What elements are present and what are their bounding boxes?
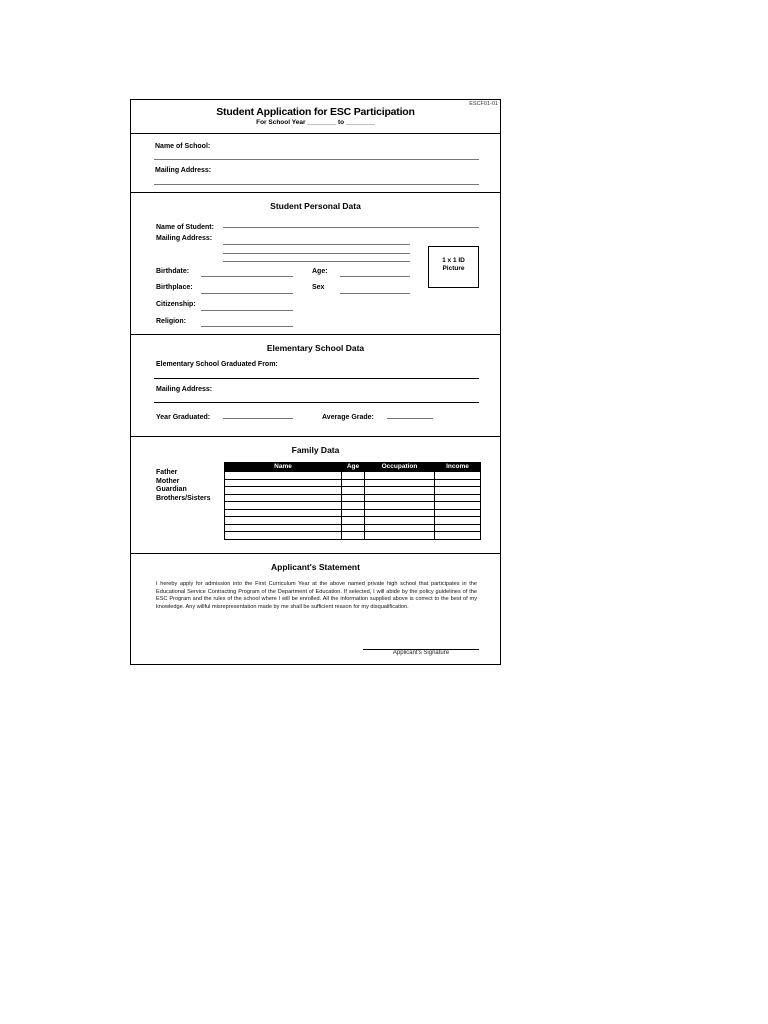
- form-title: Student Application for ESC Participation: [216, 106, 415, 118]
- relation-siblings: Brothers/Sisters: [156, 494, 211, 502]
- sex-field[interactable]: [340, 293, 410, 294]
- relation-mother: Mother: [156, 477, 180, 485]
- year-graduated-field[interactable]: [223, 418, 293, 419]
- elementary-data-title: Elementary School Data: [266, 343, 365, 353]
- id-picture-label: 1 x 1 ID Picture: [442, 257, 465, 272]
- average-grade-label: Average Grade:: [322, 414, 374, 421]
- id-picture-box: [428, 246, 479, 288]
- table-row[interactable]: [225, 532, 481, 540]
- student-address-field-1[interactable]: [223, 244, 410, 245]
- personal-data-title: Student Personal Data: [270, 201, 361, 211]
- relation-guardian: Guardian: [156, 486, 187, 493]
- birthplace-field[interactable]: [201, 293, 293, 294]
- student-address-field-2[interactable]: [223, 253, 410, 254]
- elementary-school-field[interactable]: [154, 378, 479, 379]
- elementary-address-field[interactable]: [154, 402, 479, 403]
- year-graduated-label: Year Graduated:: [156, 414, 211, 421]
- school-year-line: For School Year ________ to ________: [256, 119, 375, 126]
- statement-body: I hereby apply for admission into the First Curriculum Year at the above named private high school that participates in the Educational Service Contracting Program of the Department of Education. If selected, I will abide by the policy guidelines of the ESC Program and the rules of the school where I will be enrolled. All the information supplied above is correct to the best of my knowledge. Any willful misrepresentation made by me shall be sufficient reason for my disqualification.: [156, 581, 477, 610]
- col-income: Income: [435, 463, 481, 472]
- table-row[interactable]: [225, 472, 481, 480]
- col-age: Age: [342, 463, 365, 472]
- age-label: Age:: [312, 268, 328, 275]
- family-table: [224, 462, 481, 540]
- col-occupation: Occupation: [365, 463, 435, 472]
- student-name-field[interactable]: [223, 227, 479, 228]
- table-row[interactable]: [225, 487, 481, 495]
- age-field[interactable]: [340, 276, 410, 277]
- personal-divider: [131, 334, 500, 335]
- family-table-header: [225, 463, 481, 472]
- school-name-field[interactable]: [154, 159, 479, 160]
- citizenship-label: Citizenship:: [156, 301, 196, 308]
- student-name-label: Name of Student:: [156, 224, 214, 231]
- table-row[interactable]: [225, 517, 481, 525]
- birthdate-field[interactable]: [201, 276, 293, 277]
- header-divider: [131, 133, 500, 134]
- table-row[interactable]: [225, 524, 481, 532]
- school-divider: [131, 192, 500, 193]
- col-name: Name: [225, 463, 342, 472]
- table-row[interactable]: [225, 494, 481, 502]
- family-data-title: Family Data: [291, 445, 340, 455]
- statement-title: Applicant's Statement: [271, 562, 360, 572]
- religion-label: Religion:: [156, 318, 186, 325]
- elementary-address-label: Mailing Address:: [156, 386, 213, 393]
- elementary-divider: [131, 436, 500, 437]
- relation-father: Father: [156, 469, 178, 476]
- sex-label: Sex: [312, 284, 325, 291]
- family-relations: [156, 469, 210, 503]
- citizenship-field[interactable]: [201, 310, 293, 311]
- elementary-school-label: Elementary School Graduated From:: [156, 361, 278, 368]
- student-address-label: Mailing Address:: [156, 235, 213, 242]
- birthplace-label: Birthplace:: [156, 284, 193, 291]
- average-grade-field[interactable]: [387, 418, 433, 419]
- table-row[interactable]: [225, 502, 481, 510]
- table-row[interactable]: [225, 479, 481, 487]
- student-address-field-3[interactable]: [223, 261, 410, 262]
- form-code: ESCF01-01: [469, 101, 498, 107]
- signature-label: Applicant's Signature: [392, 650, 450, 656]
- application-form: [130, 99, 501, 665]
- table-row[interactable]: [225, 509, 481, 517]
- school-name-label: Name of School:: [155, 143, 211, 150]
- school-address-label: Mailing Address:: [155, 167, 212, 174]
- religion-field[interactable]: [201, 326, 293, 327]
- birthdate-label: Birthdate:: [156, 268, 190, 275]
- school-address-field[interactable]: [154, 184, 479, 185]
- family-divider: [131, 553, 500, 554]
